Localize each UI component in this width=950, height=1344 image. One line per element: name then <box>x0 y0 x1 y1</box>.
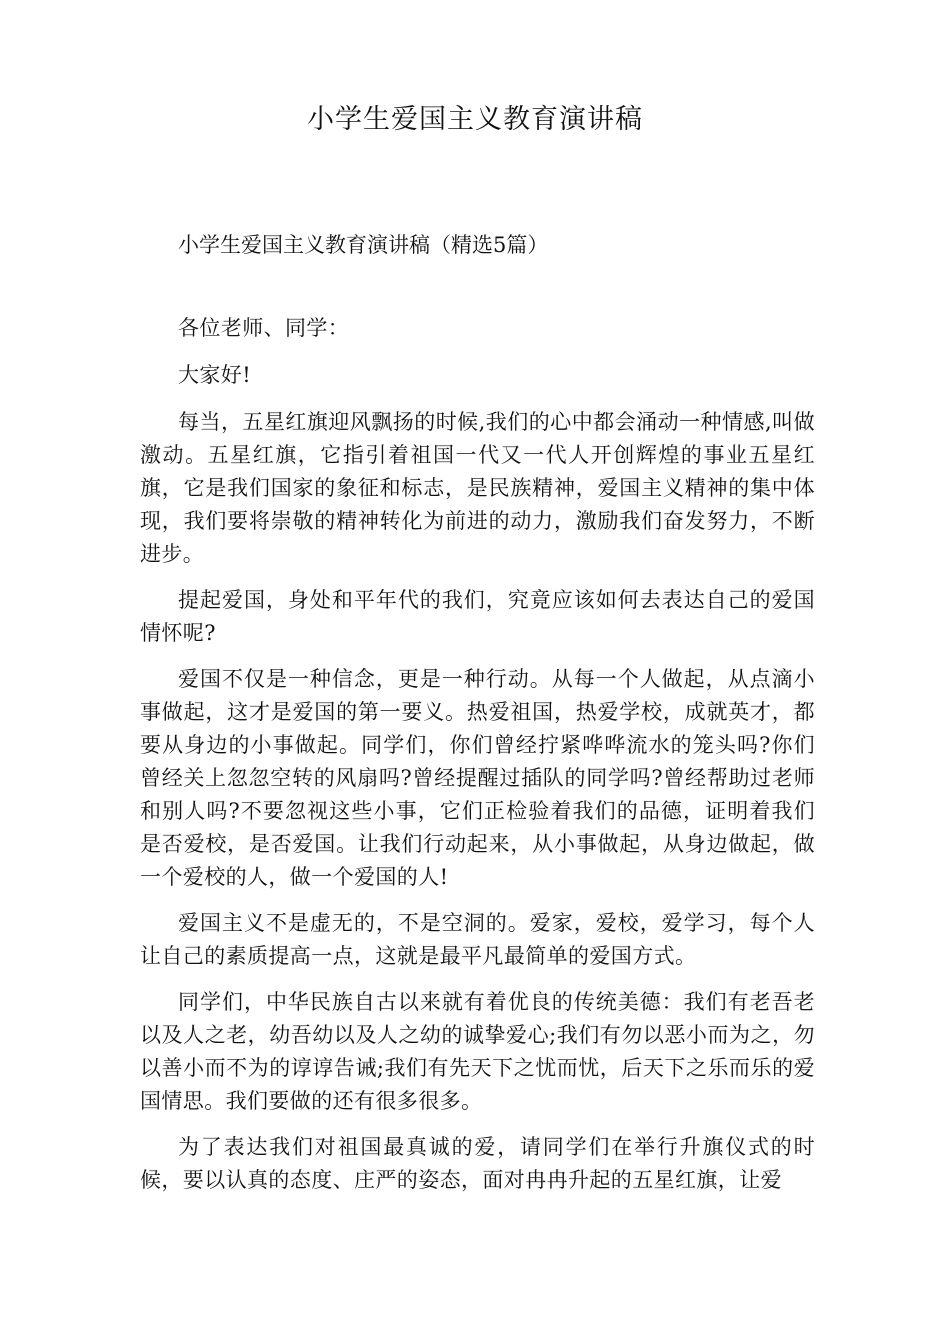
body-paragraph: 为了表达我们对祖国最真诚的爱，请同学们在举行升旗仪式的时候，要以认真的态度、庄严的姿态，面对冉冉升起的五星红旗，让爱 <box>140 1135 815 1192</box>
body-paragraph: 爱国主义不是虚无的，不是空洞的。爱家，爱校，爱学习，每个人让自己的素质提高一点，这就是最平凡最简单的爱国方式。 <box>140 911 815 968</box>
body-paragraph: 爱国不仅是一种信念，更是一种行动。从每一个人做起，从点滴小事做起，这才是爱国的第一要义。热爱祖国，热爱学校，成就英才，都要从身边的小事做起。同学们，你们曾经拧紧哗哗流水的笼头吗?你们曾经关上忽忽空转的风扇吗?曾经提醒过插队的同学吗?曾经帮助过老师和别人吗?不要忽视这些小事，它们正检验着我们的品德，证明着我们是否爱校，是否爱国。让我们行动起来，从小事做起，从身边做起，做一个爱校的人，做一个爱国的人! <box>140 667 815 889</box>
body-paragraph: 提起爱国，身处和平年代的我们，究竟应该如何去表达自己的爱国情怀呢? <box>140 588 815 645</box>
body-paragraph: 同学们，中华民族自古以来就有着优良的传统美德：我们有老吾老以及人之老，幼吾幼以及人之幼的诚挚爱心;我们有勿以恶小而为之，勿以善小而不为的谆谆告诫;我们有先天下之忧而忧，后天下之乐而乐的爱国情思。我们要做的还有很多很多。 <box>140 990 815 1113</box>
document-body <box>140 312 815 1210</box>
salutation-paragraph: 各位老师、同学： <box>178 316 350 340</box>
greeting-paragraph: 大家好! <box>178 363 252 387</box>
body-paragraph: 每当，五星红旗迎风飘扬的时候,我们的心中都会涌动一种情感,叫做激动。五星红旗，它指引着祖国一代又一代人开创辉煌的事业五星红旗，它是我们国家的象征和标志，是民族精神，爱国主义精神的集中体现，我们要将崇敬的精神转化为前进的动力，激励我们奋发努力，不断进步。 <box>140 410 815 566</box>
document-subtitle: 小学生爱国主义教育演讲稿（精选5篇） <box>178 233 549 257</box>
document-title: 小学生爱国主义教育演讲稿 <box>307 104 643 135</box>
